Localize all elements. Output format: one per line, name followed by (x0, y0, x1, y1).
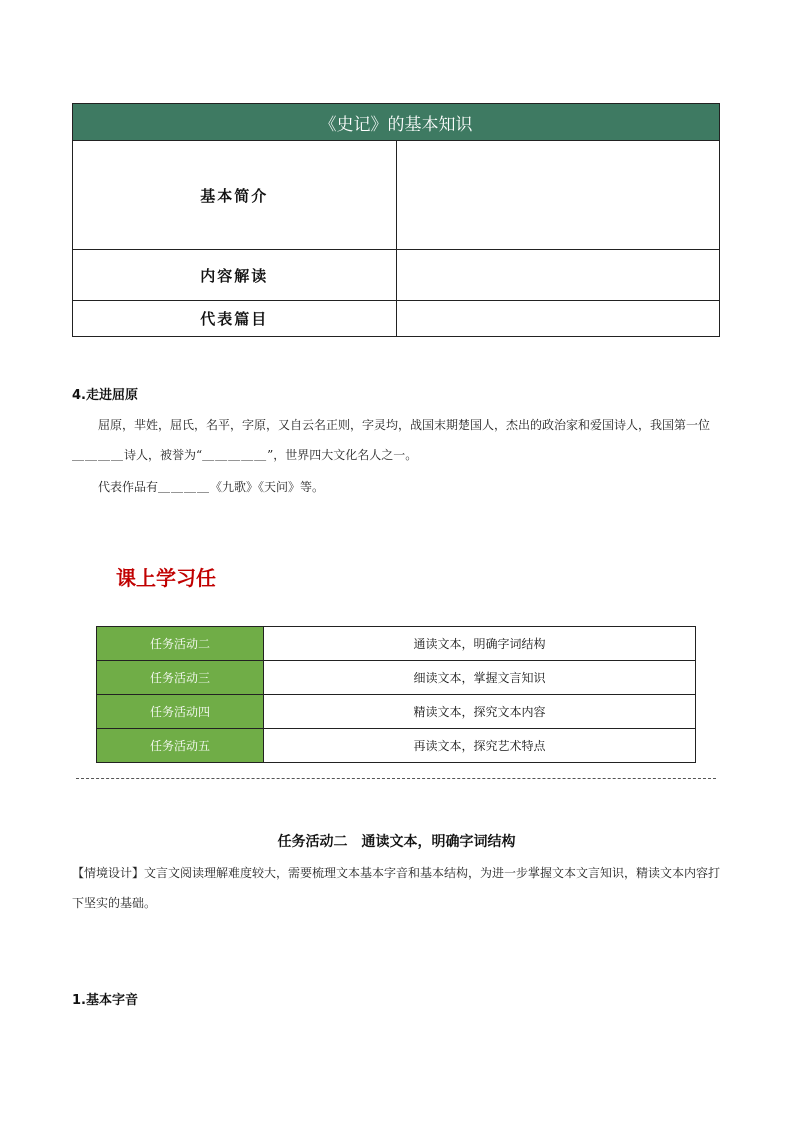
task-name: 任务活动四 (97, 695, 264, 729)
section4-title: 4.走进屈原 (72, 388, 138, 403)
row-value-representative (396, 301, 720, 337)
fill-blank-2[interactable]: ＿＿＿＿＿ (202, 448, 268, 462)
para1-text-b: 诗人，被誉为“ (124, 448, 203, 462)
situation-design-paragraph (72, 858, 722, 918)
task-name: 任务活动三 (97, 661, 264, 695)
table-row (73, 141, 720, 250)
table-row (73, 301, 720, 337)
row-label-content: 内容解读 (73, 250, 397, 301)
class-tasks-heading: 课上学习任 (116, 566, 216, 590)
task-desc: 精读文本，探究文本内容 (264, 695, 696, 729)
row-value-content (396, 250, 720, 301)
representative-works-paragraph (98, 472, 718, 502)
table-row (97, 695, 696, 729)
section1-title: 1.基本字音 (72, 993, 138, 1008)
task-desc: 再读文本，探究艺术特点 (264, 729, 696, 763)
dashed-divider (76, 778, 716, 779)
fill-blank-1[interactable]: ＿＿＿＿ (72, 448, 125, 462)
para2-text-a: 代表作品有 (98, 480, 159, 494)
knowledge-table (72, 103, 720, 337)
activity2-title: 任务活动二 通读文本，明确字词结构 (277, 834, 516, 850)
para2-text-b: 《九歌》《天问》等。 (210, 480, 325, 494)
design-text: 文言文阅读理解难度较大，需要梳理文本基本字音和基本结构，为进一步掌握文本文言知识，精读文本内容打下坚实的基础。 (72, 866, 721, 910)
quyuan-intro-paragraph (72, 410, 722, 470)
row-value-intro (396, 141, 720, 250)
knowledge-table-title: 《史记》的基本知识 (73, 104, 720, 141)
task-name: 任务活动二 (97, 627, 264, 661)
table-row (97, 729, 696, 763)
task-desc: 通读文本，明确字词结构 (264, 627, 696, 661)
task-desc: 细读文本，掌握文言知识 (264, 661, 696, 695)
para1-text-a: 屈原，芈姓，屈氏，名平，字原，又自云名正则，字灵均，战国末期楚国人，杰出的政治家和爱国诗人，我国第一位 (98, 418, 711, 432)
row-label-intro: 基本简介 (73, 141, 397, 250)
task-table (96, 626, 696, 763)
table-row (97, 661, 696, 695)
fill-blank-3[interactable]: ＿＿＿＿ (158, 480, 211, 494)
para1-text-c: ”，世界四大文化名人之一。 (267, 448, 418, 462)
table-row (73, 250, 720, 301)
table-row (97, 627, 696, 661)
row-label-representative: 代表篇目 (73, 301, 397, 337)
design-tag: 【情境设计】 (72, 866, 145, 880)
task-name: 任务活动五 (97, 729, 264, 763)
